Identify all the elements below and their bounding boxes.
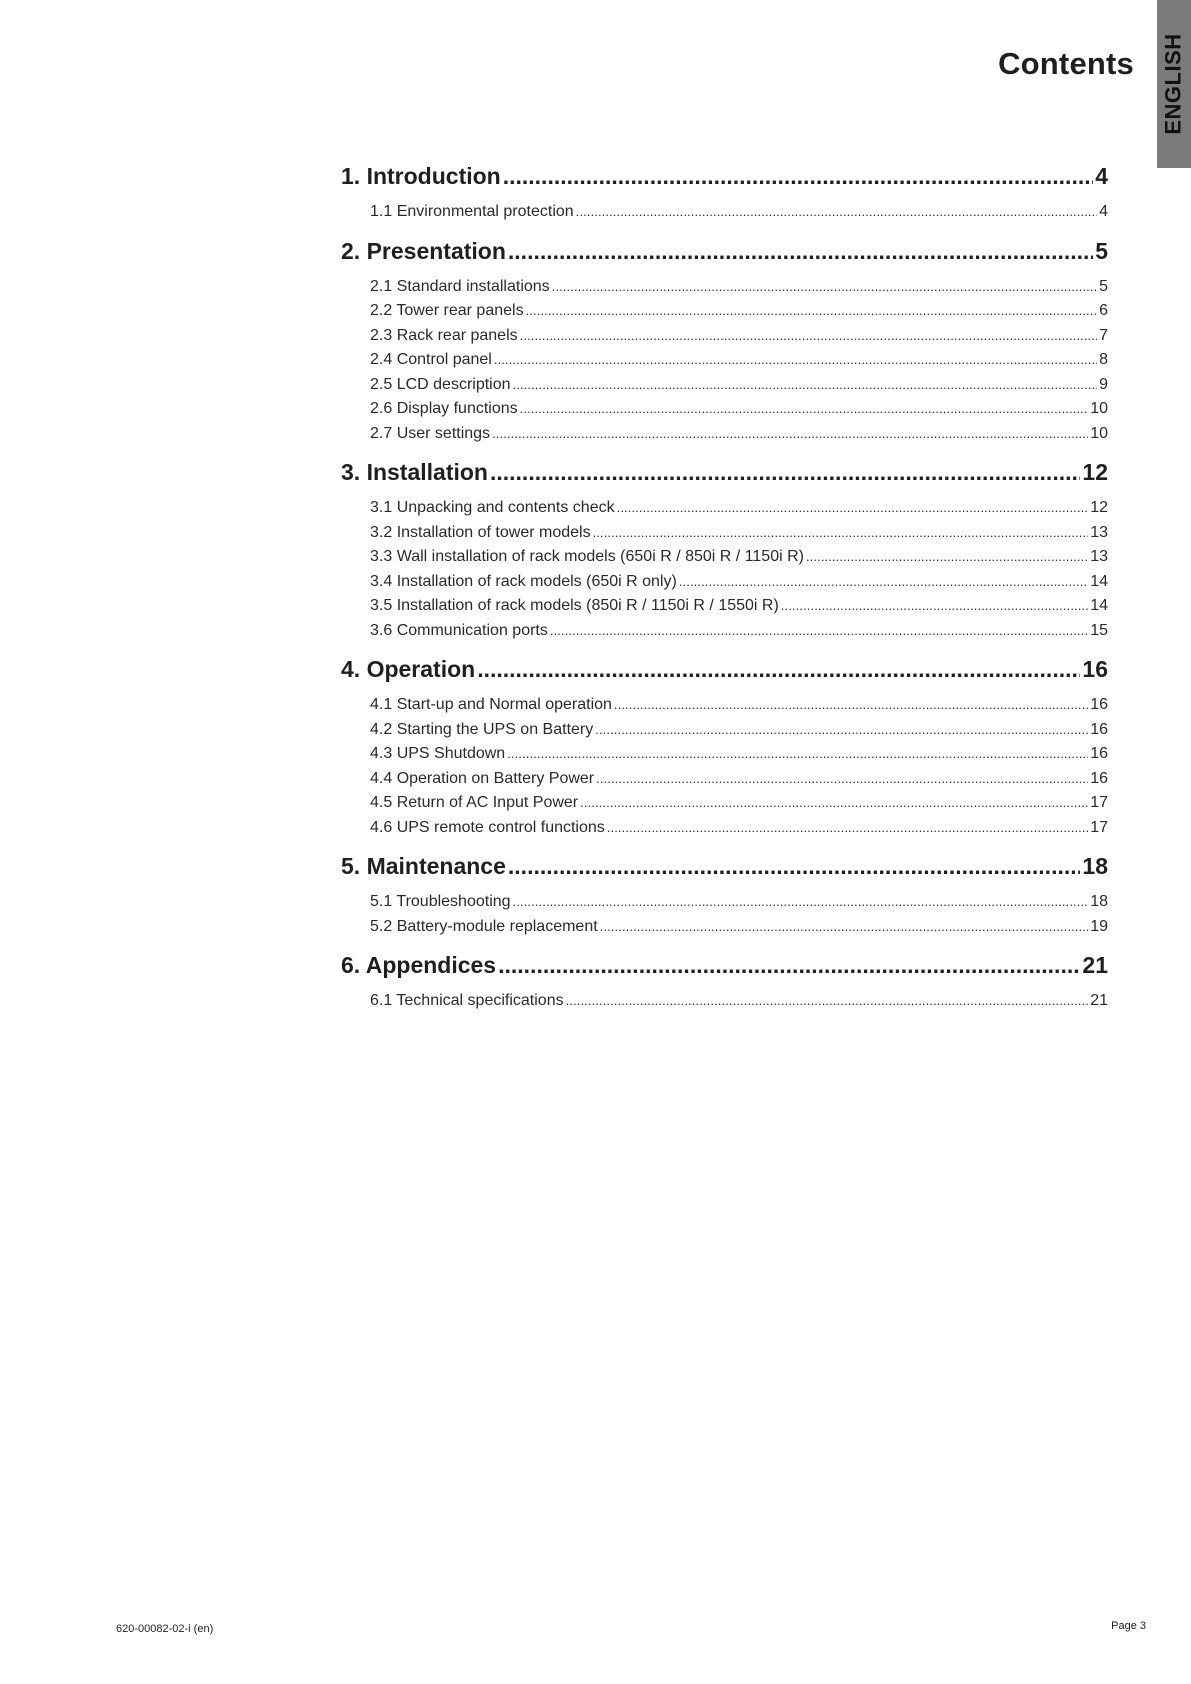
dot-leader — [508, 238, 1093, 265]
dot-leader — [576, 204, 1097, 219]
toc-heading-number: 4. — [341, 656, 361, 682]
toc-item-label: 2.5 LCD description — [370, 375, 511, 393]
toc-section-installation — [341, 459, 1108, 646]
toc-item-label: 4.3 UPS Shutdown — [370, 745, 506, 762]
toc-item-link[interactable] — [341, 819, 1108, 844]
toc-item-label: 3.6 Communication ports — [370, 621, 548, 639]
toc-item-link[interactable] — [341, 302, 1108, 327]
toc-item-page: 6 — [1099, 302, 1108, 319]
toc-item-page: 16 — [1090, 696, 1108, 713]
toc-item-link[interactable] — [341, 351, 1108, 376]
dot-leader — [490, 459, 1080, 486]
toc-heading-title: Presentation — [366, 237, 506, 264]
toc-item-link[interactable] — [341, 524, 1108, 549]
toc-item-page: 16 — [1090, 720, 1108, 738]
toc-heading-link[interactable] — [341, 163, 1108, 203]
toc-item-link[interactable] — [341, 893, 1108, 918]
toc-item-link[interactable] — [341, 992, 1108, 1017]
toc-item-label: 6.1 Technical specifications — [370, 992, 564, 1009]
toc-item-link[interactable] — [341, 745, 1108, 770]
toc-item-label: 5.1 Troubleshooting — [370, 893, 511, 910]
toc-item-label: 3.1 Unpacking and contents check — [370, 499, 615, 516]
toc-item-link[interactable] — [341, 425, 1108, 450]
toc-item-page: 12 — [1090, 499, 1108, 516]
toc-section-maintenance — [341, 853, 1108, 942]
toc-item-label: 4.1 Start-up and Normal operation — [370, 696, 612, 713]
toc-item-page: 21 — [1090, 992, 1108, 1009]
toc-heading-number: 1. — [341, 163, 361, 189]
toc-item-label: 5.2 Battery-module replacement — [370, 917, 598, 935]
toc-item-page: 8 — [1099, 351, 1108, 368]
document-code: 620-00082-02-i (en) — [116, 1623, 214, 1635]
dot-leader — [513, 894, 1089, 909]
toc-item-label: 4.2 Starting the UPS on Battery — [370, 720, 594, 738]
toc-item-link[interactable] — [341, 203, 1108, 228]
toc-item-page: 18 — [1090, 893, 1108, 910]
toc-heading-number: 5. — [341, 853, 361, 879]
toc-item-page: 17 — [1090, 818, 1108, 836]
toc-heading-page: 4 — [1095, 163, 1108, 189]
toc-item-label: 3.5 Installation of rack models (850i R / 1150i R / 1550i R) — [370, 597, 779, 614]
dot-leader — [614, 697, 1088, 712]
toc-item-link[interactable] — [341, 327, 1108, 352]
toc-item-page: 13 — [1090, 548, 1108, 565]
page-number: Page 3 — [1111, 1620, 1146, 1632]
page-title: Contents — [998, 46, 1134, 81]
toc-item-link[interactable] — [341, 770, 1108, 795]
toc-heading-page: 16 — [1082, 656, 1108, 682]
dot-leader — [566, 993, 1089, 1008]
toc-heading-title: Installation — [366, 459, 488, 485]
dot-leader — [492, 426, 1088, 441]
dot-leader — [593, 525, 1089, 540]
toc-heading-title: Operation — [366, 656, 476, 682]
toc-item-link[interactable] — [341, 597, 1108, 622]
toc-item-link[interactable] — [341, 622, 1108, 647]
toc-item-label: 4.6 UPS remote control functions — [370, 818, 605, 836]
toc-item-link[interactable] — [341, 499, 1108, 524]
dot-leader — [596, 771, 1088, 786]
toc-item-page: 17 — [1090, 794, 1108, 811]
dot-leader — [513, 377, 1098, 392]
toc-heading-number: 2. — [341, 237, 361, 264]
dot-leader — [503, 163, 1093, 190]
toc-item-link[interactable] — [341, 918, 1108, 943]
toc-item-link[interactable] — [341, 376, 1108, 401]
toc-heading-link[interactable] — [341, 459, 1108, 499]
toc-heading-page: 12 — [1082, 459, 1108, 485]
toc-item-page: 13 — [1090, 523, 1108, 541]
toc-item-label: 4.5 Return of AC Input Power — [370, 794, 579, 811]
toc-item-link[interactable] — [341, 278, 1108, 303]
toc-item-link[interactable] — [341, 696, 1108, 721]
toc-item-page: 4 — [1099, 203, 1108, 220]
dot-leader — [498, 952, 1080, 979]
dot-leader — [806, 549, 1088, 564]
toc-item-label: 2.2 Tower rear panels — [370, 302, 524, 319]
dot-leader — [580, 795, 1088, 810]
dot-leader — [595, 722, 1088, 737]
toc-item-link[interactable] — [341, 794, 1108, 819]
toc-item-link[interactable] — [341, 400, 1108, 425]
language-tab-label: ENGLISH — [1161, 33, 1187, 135]
toc-item-link[interactable] — [341, 721, 1108, 746]
dot-leader — [494, 352, 1097, 367]
toc-heading-link[interactable] — [341, 238, 1108, 278]
toc-item-page: 7 — [1099, 326, 1108, 344]
toc-item-label: 3.3 Wall installation of rack models (650i R / 850i R / 1150i R) — [370, 548, 804, 565]
toc-section-introduction — [341, 163, 1108, 228]
toc-heading-page: 18 — [1082, 853, 1108, 879]
dot-leader — [520, 401, 1089, 416]
toc-heading-link[interactable] — [341, 853, 1108, 893]
toc-item-label: 1.1 Environmental protection — [370, 203, 574, 220]
dot-leader — [520, 328, 1097, 343]
toc-item-page: 10 — [1090, 400, 1108, 417]
toc-heading-title: Maintenance — [366, 853, 506, 879]
toc-item-page: 14 — [1090, 572, 1108, 590]
dot-leader — [617, 500, 1089, 515]
toc-heading-link[interactable] — [341, 952, 1108, 992]
toc-item-label: 2.4 Control panel — [370, 351, 492, 368]
toc-section-appendices — [341, 952, 1108, 1017]
toc-item-label: 2.7 User settings — [370, 424, 491, 442]
dot-leader — [507, 746, 1088, 761]
toc-item-label: 4.4 Operation on Battery Power — [370, 769, 595, 787]
toc-item-link[interactable] — [341, 573, 1108, 598]
toc-heading-title: Appendices — [365, 952, 497, 978]
toc-item-label: 3.2 Installation of tower models — [370, 523, 591, 541]
language-tab — [1157, 0, 1191, 168]
toc-heading-number: 6. — [341, 952, 361, 978]
dot-leader — [600, 919, 1089, 934]
dot-leader — [679, 574, 1088, 589]
toc-item-page: 10 — [1090, 424, 1108, 442]
dot-leader — [508, 853, 1081, 880]
toc-item-page: 19 — [1090, 917, 1108, 935]
toc-item-page: 16 — [1090, 745, 1108, 762]
toc-item-label: 2.3 Rack rear panels — [370, 326, 518, 344]
toc-heading-page: 21 — [1082, 952, 1108, 978]
toc-item-label: 3.4 Installation of rack models (650i R only) — [370, 572, 677, 590]
toc-item-page: 14 — [1090, 597, 1108, 614]
toc-item-link[interactable] — [341, 548, 1108, 573]
toc-item-label: 2.1 Standard installations — [370, 277, 550, 295]
dot-leader — [607, 820, 1088, 835]
toc-item-label: 2.6 Display functions — [370, 400, 518, 417]
toc-heading-number: 3. — [341, 459, 361, 485]
toc-heading-page: 5 — [1095, 237, 1108, 264]
dot-leader — [552, 279, 1097, 294]
dot-leader — [477, 656, 1080, 683]
toc-item-page: 5 — [1099, 277, 1108, 295]
toc-heading-link[interactable] — [341, 656, 1108, 696]
toc-section-presentation — [341, 238, 1108, 450]
toc-heading-title: Introduction — [366, 163, 501, 189]
dot-leader — [526, 303, 1098, 318]
toc-item-page: 9 — [1099, 375, 1108, 393]
table-of-contents — [341, 163, 1108, 1027]
toc-section-operation — [341, 656, 1108, 843]
dot-leader — [550, 623, 1088, 638]
toc-item-page: 16 — [1090, 769, 1108, 787]
dot-leader — [781, 598, 1088, 613]
toc-item-page: 15 — [1090, 621, 1108, 639]
